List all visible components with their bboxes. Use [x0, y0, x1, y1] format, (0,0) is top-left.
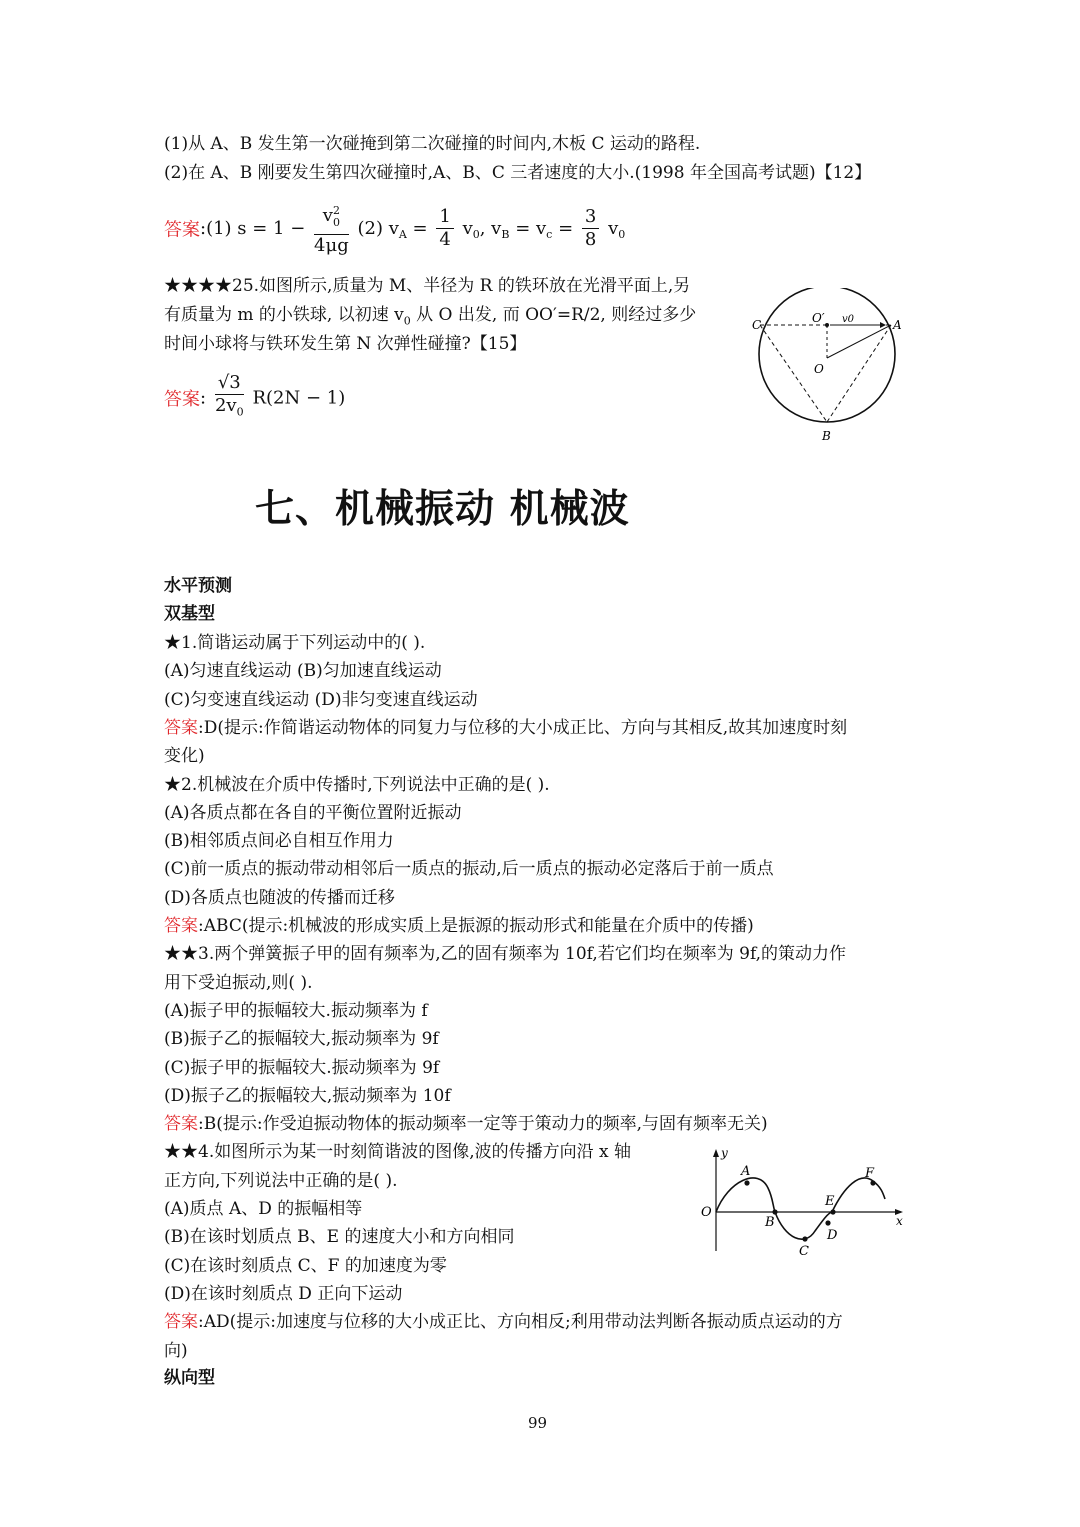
arrow-head — [880, 322, 886, 328]
chord-ca — [827, 325, 891, 422]
text-line — [164, 969, 312, 997]
point-o-prime — [825, 323, 829, 327]
line-text: :AD(提示:加速度与位移的大小成正比、方向相反;利用带动法判断各振动质点运动的方 — [198, 1312, 843, 1332]
text-line — [164, 1082, 451, 1110]
line-text: (C)匀变速直线运动 (D)非匀变速直线运动 — [164, 690, 478, 710]
point-d — [825, 1220, 830, 1225]
math-text: v — [322, 205, 333, 226]
label-o-prime: O′ — [812, 311, 825, 325]
math-text: 4 — [439, 228, 451, 250]
answer-line — [164, 714, 847, 742]
math-text: (2) v — [357, 217, 399, 239]
text-line — [164, 940, 846, 968]
line-text: (B)在该时划质点 B、E 的速度大小和方向相同 — [164, 1227, 515, 1247]
fraction — [215, 372, 244, 424]
label-x: x — [896, 1214, 903, 1228]
math-text: = — [558, 217, 574, 239]
math-text: 1 — [436, 206, 453, 229]
text-span: 有质量为 m 的小铁球, 以初速 v — [164, 305, 404, 325]
text-line: 时间小球将与铁环发生第 N 次弹性碰撞?【15】 — [164, 334, 527, 354]
section-heading: 水平预测 — [164, 576, 232, 596]
line-text: ★2.机械波在介质中传播时,下列说法中正确的是( ). — [164, 775, 550, 795]
text-line — [164, 1025, 439, 1053]
line-text: ★1.简谐运动属于下列运动中的( ). — [164, 633, 426, 653]
label-b: B — [765, 1215, 775, 1230]
label-b: B — [822, 429, 831, 443]
math-sub: 0 — [618, 227, 626, 241]
math-text: 4μg — [314, 234, 349, 256]
line-text: (B)相邻质点间必自相互作用力 — [164, 831, 394, 851]
line-text: (A)匀速直线运动 (B)匀加速直线运动 — [164, 661, 442, 681]
math-sup: 2 — [332, 204, 340, 217]
line-text: (D)振子乙的振幅较大,振动频率为 10f — [164, 1086, 451, 1106]
label-o: O — [701, 1205, 712, 1220]
answer-label: 答案 — [164, 916, 198, 936]
answer-24 — [164, 200, 625, 257]
label-e: E — [825, 1194, 835, 1209]
fraction — [436, 206, 453, 251]
point-a — [744, 1180, 749, 1185]
text-line — [164, 1223, 514, 1251]
line-text: (C)振子甲的振幅较大.振动频率为 9f — [164, 1058, 440, 1078]
line-text: ★★3.两个弹簧振子甲的固有频率为,乙的固有频率为 10f,若它们均在频率为 9f,的策动力作 — [164, 944, 847, 964]
label-f: F — [865, 1166, 875, 1181]
text-line — [164, 997, 428, 1025]
line-text: :B(提示:作受迫振动物体的振动频率一定等于策动力的频率,与固有频率无关) — [198, 1114, 768, 1134]
y-arrow — [713, 1149, 719, 1157]
point-f — [870, 1180, 875, 1185]
label-a: A — [741, 1164, 751, 1179]
answer-line — [164, 912, 754, 940]
line-text: (B)振子乙的振幅较大,振动频率为 9f — [164, 1029, 439, 1049]
math-text: : — [200, 387, 207, 409]
text-line — [164, 742, 205, 770]
math-text: 3 — [582, 206, 599, 229]
label-o: O — [814, 362, 824, 376]
line-text: (D)在该时刻质点 D 正向下运动 — [164, 1284, 403, 1304]
answer-25 — [164, 372, 345, 424]
text-line — [164, 855, 774, 883]
answer-line — [164, 1110, 768, 1138]
math-sub: A — [398, 227, 407, 241]
math-sub: 0 — [403, 314, 411, 328]
line-text: ★★4.如图所示为某一时刻简谐波的图像,波的传播方向沿 x 轴 — [164, 1142, 632, 1162]
math-text: 8 — [584, 228, 597, 250]
point-c — [802, 1236, 807, 1241]
wave-curve — [716, 1178, 885, 1239]
text-line — [164, 771, 550, 799]
math-text: = — [412, 217, 428, 239]
line-text: 用下受迫振动,则( ). — [164, 973, 313, 993]
ring-figure — [750, 288, 920, 448]
text-line: (1)从 A、B 发生第一次碰掩到第二次碰撞的时间内,木板 C 运动的路程. — [164, 134, 701, 154]
line-text: :D(提示:作简谐运动物体的同复力与位移的大小成正比、方向与其相反,故其加速度时刻 — [198, 718, 848, 738]
text-line — [164, 1167, 397, 1195]
text-line — [164, 1252, 447, 1280]
point-b — [772, 1209, 777, 1214]
label-c: C — [752, 318, 762, 332]
math-text: 2v — [214, 395, 237, 416]
line-text: (A)振子甲的振幅较大.振动频率为 f — [164, 1001, 428, 1021]
math-text: v — [608, 217, 619, 239]
math-text: R(2N − 1) — [252, 387, 346, 409]
text-line — [164, 686, 478, 714]
math-text: = v — [515, 217, 547, 239]
text-line — [164, 657, 442, 685]
math-sub: 0 — [236, 405, 244, 419]
math-sub: c — [546, 227, 553, 241]
wave-figure — [695, 1143, 920, 1263]
line-text: 变化) — [164, 746, 205, 766]
line-text: (A)各质点都在各自的平衡位置附近振动 — [164, 803, 462, 823]
subsection-heading: 双基型 — [164, 604, 215, 624]
line-text: (C)前一质点的振动带动相邻后一质点的振动,后一质点的振动必定落后于前一质点 — [164, 859, 774, 879]
answer-label: 答案 — [164, 718, 198, 738]
answer-label: 答案 — [164, 388, 200, 410]
line-text: :ABC(提示:机械波的形成实质上是振源的振动形式和能量在介质中的传播) — [198, 916, 754, 936]
label-d: D — [827, 1228, 838, 1243]
text-line — [164, 1138, 631, 1166]
math-text: :(1) s = 1 − — [200, 217, 306, 239]
math-sub: 0 — [472, 227, 480, 241]
label-v0: v0 — [842, 314, 855, 325]
text-line: ★★★★25.如图所示,质量为 M、半径为 R 的铁环放在光滑平面上,另 — [164, 276, 691, 296]
line-text: 向) — [164, 1341, 188, 1361]
math-sub: B — [501, 227, 510, 241]
subsection-heading: 纵向型 — [164, 1368, 215, 1388]
label-y: y — [721, 1146, 728, 1160]
math-sub: 0 — [332, 215, 340, 229]
math-text: v — [462, 217, 473, 239]
radius-line — [827, 325, 891, 358]
answer-line — [164, 1308, 843, 1336]
line-text: (D)各质点也随波的传播而迁移 — [164, 888, 395, 908]
chapter-title: 七、机械振动 机械波 — [255, 487, 630, 532]
point-e — [830, 1209, 835, 1214]
answer-label: 答案 — [164, 1312, 198, 1332]
text-line — [164, 629, 425, 657]
line-text: (C)在该时刻质点 C、F 的加速度为零 — [164, 1256, 447, 1276]
label-c: C — [799, 1244, 809, 1259]
answer-label: 答案 — [164, 219, 200, 241]
text-line: (2)在 A、B 刚要发生第四次碰撞时,A、B、C 三者速度的大小.(1998 年全国高考试题)【12】 — [164, 163, 872, 183]
fraction — [314, 200, 349, 257]
fraction — [582, 206, 599, 251]
line-text: (A)质点 A、D 的振幅相等 — [164, 1199, 363, 1219]
text-line — [164, 884, 395, 912]
line-text: 正方向,下列说法中正确的是( ). — [164, 1171, 398, 1191]
math-text: √3 — [215, 372, 244, 395]
text-span: 从 O 出发, 而 OO′=R/2, 则经过多少 — [416, 305, 697, 325]
label-a: A — [893, 318, 902, 332]
text-line — [164, 799, 462, 827]
text-line — [164, 827, 394, 855]
text-line — [164, 1054, 439, 1082]
page-number: 99 — [528, 1414, 548, 1432]
answer-label: 答案 — [164, 1114, 198, 1134]
text-line — [164, 1195, 362, 1223]
text-line — [164, 1280, 402, 1308]
math-text: , v — [479, 217, 502, 239]
text-line — [164, 1337, 188, 1365]
